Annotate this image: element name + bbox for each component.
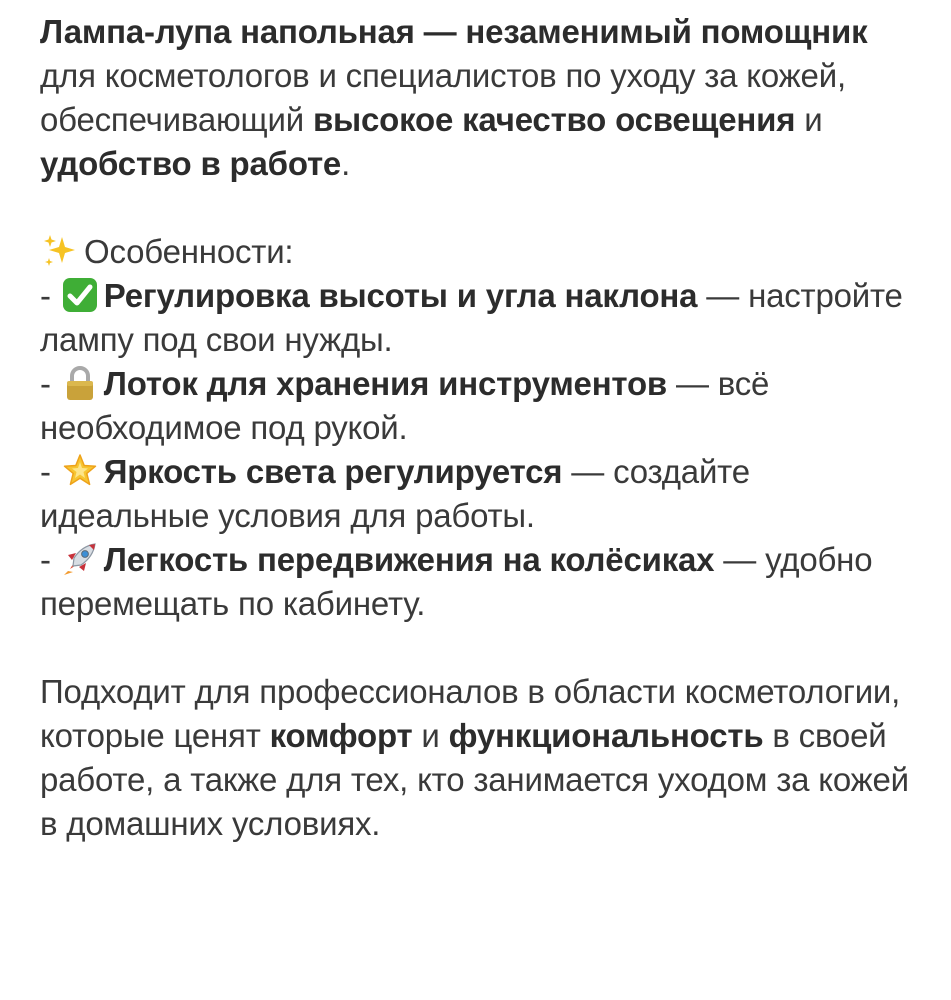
intro-bold-quality: высокое качество освещения — [312, 101, 796, 138]
outro-text-and: и — [412, 717, 449, 754]
feature-item-tray — [40, 362, 920, 450]
feature-dash: - — [40, 541, 60, 578]
check-mark-icon — [60, 275, 100, 315]
feature-text: — создайте идеальные условия для работы. — [40, 453, 750, 534]
outro-text-rest: в своей работе, а также для тех, кто занимается уходом за кожей в домашних условиях. — [40, 717, 909, 842]
feature-item-height — [40, 274, 920, 362]
feature-item-brightness — [40, 450, 920, 538]
intro-text: для косметологов и специалистов по уходу за кожей, обеспечивающий — [40, 57, 846, 138]
outro-text: Подходит для профессионалов в области косметологии, которые ценят — [40, 673, 901, 754]
outro-bold-functionality: функциональность — [448, 717, 764, 754]
product-description — [40, 10, 920, 846]
glowing-star-icon — [60, 451, 100, 491]
feature-item-wheels — [40, 538, 920, 626]
lock-icon — [60, 363, 100, 403]
feature-text: — всё необходимое под рукой. — [40, 365, 770, 446]
feature-title: Лоток для хранения инструментов — [103, 365, 667, 402]
feature-dash: - — [40, 277, 60, 314]
outro-paragraph — [40, 670, 920, 846]
spacer — [40, 626, 920, 670]
feature-dash: - — [40, 365, 60, 402]
rocket-icon — [60, 539, 100, 579]
intro-bold-convenience: удобство в работе — [40, 145, 342, 182]
feature-dash: - — [40, 453, 60, 490]
intro-bold-title: Лампа-лупа напольная — незаменимый помощник — [40, 13, 868, 50]
intro-paragraph — [40, 10, 920, 186]
feature-title: Легкость передвижения на колёсиках — [103, 541, 715, 578]
feature-text: — удобно перемещать по кабинету. — [40, 541, 873, 622]
features-heading-text: Особенности: — [84, 233, 294, 270]
spacer — [40, 186, 920, 230]
intro-text-and: и — [795, 101, 823, 138]
feature-title: Яркость света регулируется — [103, 453, 563, 490]
outro-bold-comfort: комфорт — [269, 717, 413, 754]
feature-title: Регулировка высоты и угла наклона — [103, 277, 698, 314]
intro-period: . — [341, 145, 351, 182]
features-heading — [40, 230, 920, 274]
sparkles-icon — [40, 231, 80, 271]
feature-text: — настройте лампу под свои нужды. — [40, 277, 903, 358]
